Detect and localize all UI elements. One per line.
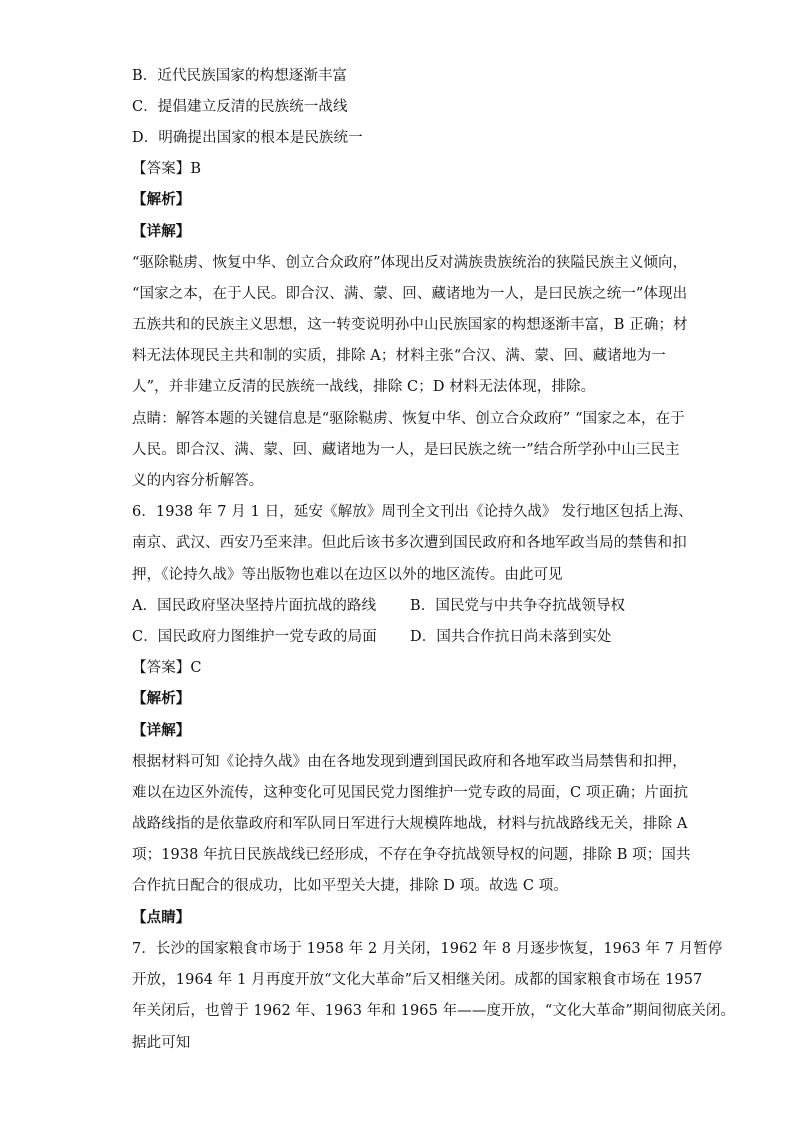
q6-tip-label: 【点睛】 (132, 909, 191, 926)
q5-detail-line: 五族共和的民族主义思想，这一转变说明孙中山民族国家的构想逐渐丰富，B 正确；材 (132, 317, 688, 333)
q6-detail-line: 战路线指的是依靠政府和军队同日军进行大规模阵地战，材料与抗战路线无关，排除 A (132, 816, 688, 832)
q5-detail-line: 人”，并非建立反清的民族统一战线，排除 C；D 材料无法体现，排除。 (132, 379, 596, 395)
q6-option-c: C．国民政府力图维护一党专政的局面 (132, 629, 377, 645)
q6-answer: 【答案】C (132, 660, 202, 676)
q5-analysis-label: 【解析】 (132, 191, 191, 208)
q5-detail-line: “驱除鞑虏、恢复中华、创立合众政府”体现出反对满族贵族统治的狭隘民族主义倾向， (132, 255, 688, 271)
q7-stem-line: 7．长沙的国家粮食市场于 1958 年 2 月关闭，1962 年 8 月逐步恢复，1963 年 7 月暂停 (132, 941, 723, 957)
q5-tip-line: 人民。即合汉、满、蒙、回、藏诸地为一人，是曰民族之统一”结合所学孙中山三民主 (132, 442, 680, 458)
q6-option-b: B．国民党与中共争夺抗战领导权 (410, 598, 626, 614)
q5-detail-line: 料无法体现民主共和制的实质，排除 A；材料主张“合汉、满、蒙、回、藏诸地为一 (132, 348, 666, 364)
q6-stem-line: 6．1938 年 7 月 1 日，延安《解放》周刊全文刊出《论持久战》 发行地区包括上海、 (132, 504, 693, 520)
q5-detail-label: 【详解】 (132, 223, 191, 240)
q7-stem-line: 据此可知 (132, 1035, 191, 1051)
q5-option-d: D．明确提出国家的根本是民族统一 (132, 130, 363, 146)
q7-stem-line: 年关闭后，也曾于 1962 年、1963 年和 1965 年——度开放，“文化大革命”期间彻底关闭。 (132, 1003, 736, 1019)
q6-options-row-1 (132, 596, 626, 616)
q6-stem-line: 南京、武汉、西安乃至来津。但此后该书多次遭到国民政府和各地军政当局的禁售和扣 (132, 535, 687, 551)
q5-option-b: B．近代民族国家的构想逐渐丰富 (132, 68, 348, 84)
q6-options-row-2 (132, 627, 612, 647)
q6-analysis-label: 【解析】 (132, 690, 191, 707)
q6-detail-line: 难以在边区外流传，这种变化可见国民党力图维护一党专政的局面，C 项正确；片面抗 (132, 785, 689, 801)
q6-option-a: A．国民政府坚决坚持片面抗战的路线 (132, 598, 377, 614)
q6-detail-line: 根据材料可知《论持久战》由在各地发现到遭到国民政府和各地军政当局禁售和扣押， (132, 754, 687, 770)
q5-detail-line: “国家之本，在于人民。即合汉、满、蒙、回、藏诸地为一人，是曰民族之统一”体现出 (132, 286, 688, 302)
q5-tip-line: 义的内容分析解答。 (132, 473, 264, 489)
q5-tip-line: 点睛：解答本题的关键信息是“驱除鞑虏、恢复中华、创立合众政府” “国家之本，在于 (132, 411, 685, 427)
q7-stem-line: 开放，1964 年 1 月再度开放“文化大革命”后又相继关闭。成都的国家粮食市场在 1957 (132, 972, 703, 988)
q6-stem-line: 押，《论持久战》等出版物也难以在边区以外的地区流传。由此可见 (132, 567, 563, 583)
q6-detail-label: 【详解】 (132, 722, 191, 739)
q6-detail-line: 合作抗日配合的很成功，比如平型关大捷，排除 D 项。故选 C 项。 (132, 878, 568, 894)
q5-option-c: C．提倡建立反清的民族统一战线 (132, 99, 348, 115)
q6-option-d: D．国共合作抗日尚未落到实处 (410, 629, 612, 645)
q5-answer: 【答案】B (132, 161, 202, 177)
q6-detail-line: 项；1938 年抗日民族战线已经形成，不存在争夺抗战领导权的问题，排除 B 项；国共 (132, 847, 691, 863)
